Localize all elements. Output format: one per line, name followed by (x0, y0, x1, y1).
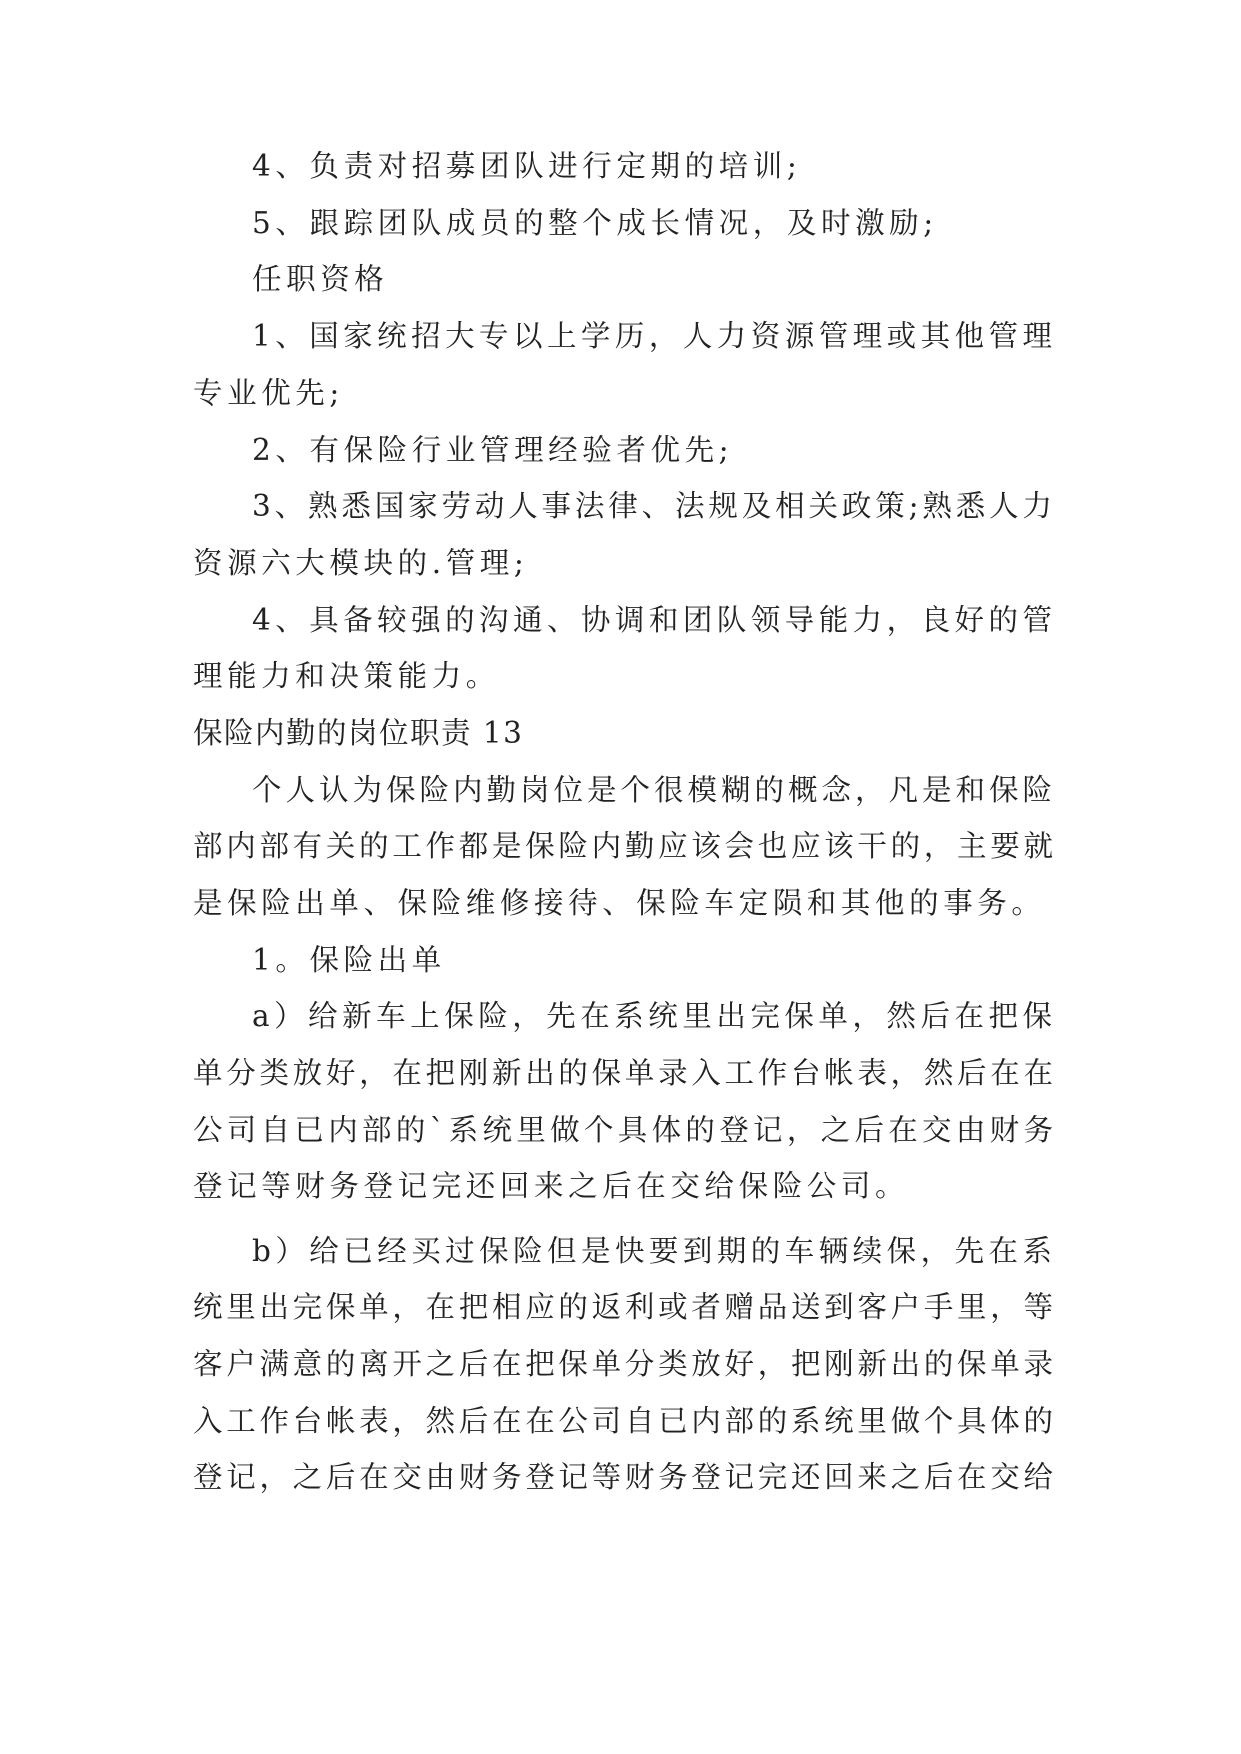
paragraph-line: 资源六大模块的.管理; (193, 546, 529, 580)
paragraph-line: 登记，之后在交由财务登记等财务登记完还回来之后在交给 (193, 1460, 1053, 1494)
paragraph-line: 入工作台帐表，然后在在公司自已内部的系统里做个具体的 (193, 1404, 1053, 1438)
paragraph-line: 4、负责对招募团队进行定期的培训; (252, 149, 802, 183)
paragraph-line: 2、有保险行业管理经验者优先; (252, 433, 734, 467)
paragraph-line: 是保险出单、保险维修接待、保险车定陨和其他的事务。 (193, 886, 1046, 920)
paragraph-line: 部内部有关的工作都是保险内勤应该会也应该干的，主要就 (193, 829, 1053, 863)
section-title: 保险内勤的岗位职责 13 (193, 716, 524, 750)
paragraph-line: b）给已经买过保险但是快要到期的车辆续保，先在系 (252, 1234, 1052, 1268)
paragraph-line: 个人认为保险内勤岗位是个很模糊的概念，凡是和保险 (252, 773, 1052, 807)
paragraph-line: 专业优先; (193, 376, 344, 410)
paragraph-line: 1、国家统招大专以上学历，人力资源管理或其他管理 (252, 319, 1052, 353)
paragraph-line: 5、跟踪团队成员的整个成长情况，及时激励; (252, 206, 938, 240)
section-heading: 任职资格 (252, 262, 389, 296)
paragraph-line: 单分类放好，在把刚新出的保单录入工作台帐表，然后在在 (193, 1056, 1053, 1090)
paragraph-line: 登记等财务登记完还回来之后在交给保险公司。 (193, 1169, 910, 1203)
paragraph-line: 3、熟悉国家劳动人事法律、法规及相关政策;熟悉人力 (252, 489, 1052, 523)
section-heading: 1。保险出单 (252, 943, 446, 977)
paragraph-line: 4、具备较强的沟通、协调和团队领导能力，良好的管 (252, 603, 1052, 637)
paragraph-line: 统里出完保单，在把相应的返利或者赠品送到客户手里，等 (193, 1290, 1053, 1324)
paragraph-line: 客户满意的离开之后在把保单分类放好，把刚新出的保单录 (193, 1347, 1053, 1381)
paragraph-line: a）给新车上保险，先在系统里出完保单，然后在把保 (252, 999, 1052, 1033)
paragraph-line: 公司自已内部的`系统里做个具体的登记，之后在交由财务 (193, 1113, 1053, 1147)
paragraph-line: 理能力和决策能力。 (193, 659, 500, 693)
